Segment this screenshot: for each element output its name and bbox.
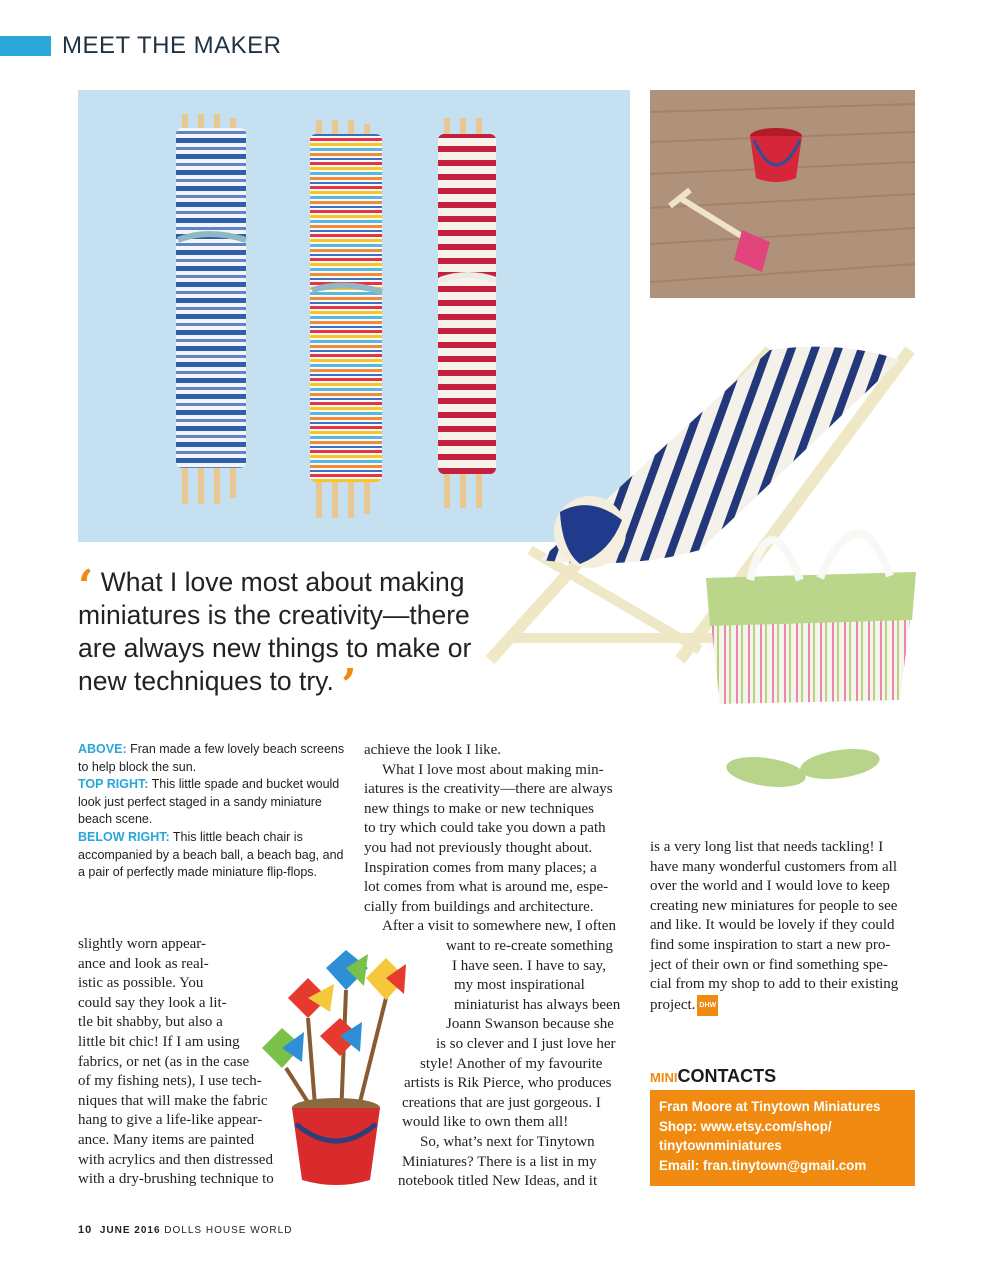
magazine-name: DOLLS HOUSE WORLD: [164, 1225, 293, 1236]
contact-line: Fran Moore at Tinytown Miniatures: [659, 1099, 881, 1114]
quote-close-mark: ’: [341, 660, 357, 711]
text-line: over the world and I would love to keep: [650, 878, 890, 895]
caption-top-right: [78, 776, 346, 829]
text-line: lot comes from what is around me, espe-: [364, 879, 609, 896]
section-title: MEET THE MAKER: [62, 32, 282, 59]
quote-open-mark: ‘: [78, 561, 94, 612]
last-text: project.: [650, 996, 696, 1013]
text-line: miniaturist has always been: [454, 996, 621, 1013]
text-line: little bit chic! If I am using: [78, 1033, 240, 1050]
text-line: with a dry-brushing technique to: [78, 1171, 274, 1188]
text-line: Joann Swanson because she: [446, 1016, 614, 1033]
text-line: is a very long list that needs tackling! I: [650, 839, 884, 855]
text-line: tle bit shabby, but also a: [78, 1014, 223, 1031]
contact-line: Shop: www.etsy.com/shop/: [659, 1118, 832, 1134]
text-line: style! Another of my favourite: [420, 1055, 603, 1072]
text-line: Inspiration comes from many places; a: [364, 859, 597, 876]
text-line: could say they look a lit-: [78, 994, 227, 1011]
body-column-2: [364, 741, 624, 937]
text-line: niques that will make the fabric: [78, 1092, 268, 1109]
caption-text: Fran made a few lovely beach screens to help block the sun.: [78, 742, 345, 774]
contacts-label: CONTACTS: [677, 1066, 777, 1086]
text-line: So, what’s next for Tinytown: [420, 1133, 595, 1150]
text-line: you had not previously thought about.: [364, 839, 593, 856]
body-column-2-wrap: [364, 937, 634, 1192]
caption-below-right: [78, 829, 346, 882]
pull-quote: [78, 561, 508, 711]
mini-label: MINI: [650, 1070, 678, 1085]
text-line: After a visit to somewhere new, I often: [382, 918, 616, 935]
spade-bucket-photo: [650, 90, 915, 298]
contact-line: Email: fran.tinytown@gmail.com: [659, 1157, 867, 1173]
text-line: with acrylics and then distressed: [78, 1151, 273, 1168]
text-line: cially from buildings and architecture.: [364, 898, 594, 915]
issue-date: JUNE 2016: [99, 1225, 161, 1236]
text-line: ance and look as real-: [78, 955, 209, 972]
text-line: hang to give a life-like appear-: [78, 1112, 263, 1129]
caption-label: TOP RIGHT:: [78, 777, 149, 792]
caption-above: [78, 741, 346, 776]
end-mark-icon: DHW: [697, 995, 718, 1017]
text-line: would like to own them all!: [402, 1114, 569, 1131]
header-accent-bar: [0, 36, 51, 56]
caption-label: ABOVE:: [78, 742, 127, 756]
text-line: istic as possible. You: [78, 975, 204, 992]
body-column-3: [650, 838, 920, 1016]
mini-contacts-heading: [650, 1066, 776, 1087]
text-line: Miniatures? There is a list in my: [402, 1153, 597, 1170]
text-line: is so clever and I just love her: [436, 1035, 616, 1052]
text-line: and like. It would be lovely if they could: [650, 917, 895, 934]
text-line: find some inspiration to start a new pro-: [650, 936, 891, 953]
text-line: achieve the look I like.: [364, 742, 502, 758]
text-line: want to re-create something: [446, 938, 614, 954]
pull-quote-text: What I love most about making miniatures is the creativity—there are always new things to make or new techniques to try.: [78, 567, 472, 696]
text-line: new things to make or new techniques: [364, 800, 594, 817]
text-line: I have seen. I have to say,: [452, 957, 606, 974]
text-line: creating new miniatures for people to see: [650, 897, 898, 914]
text-line: have many wonderful customers from all: [650, 858, 898, 875]
text-line: slightly worn appear-: [78, 936, 206, 952]
caption-label: BELOW RIGHT:: [78, 829, 170, 844]
text-line: cial from my shop to add to their existing: [650, 976, 899, 993]
text-line: notebook titled New Ideas, and it: [398, 1173, 598, 1190]
caption-text: This little beach chair is accompanied by a beach ball, a beach bag, and a pair of perfectly made miniature flip-flops.: [78, 829, 344, 880]
text-line: ance. Many items are painted: [78, 1131, 255, 1148]
text-line: my most inspirational: [454, 977, 585, 994]
page-footer: [78, 1224, 292, 1236]
page-number: 10: [78, 1224, 93, 1236]
text-line: creations that are just gorgeous. I: [402, 1094, 601, 1111]
text-line: [650, 995, 920, 1017]
contact-line: tinytownminiatures: [659, 1138, 782, 1153]
text-line: fabrics, or net (as in the case: [78, 1053, 250, 1070]
text-line: of my fishing nets), I use tech-: [78, 1073, 262, 1090]
photo-captions: [78, 741, 346, 882]
text-line: What I love most about making min-: [382, 761, 604, 778]
text-line: iatures is the creativity—there are always: [364, 781, 613, 798]
mini-contacts-box: [650, 1090, 915, 1186]
caption-text: This little spade and bucket would look just perfect staged in a sandy miniature beach scene.: [78, 777, 340, 827]
text-line: to try which could take you down a path: [364, 820, 606, 837]
text-line: ject of their own or find something spe-: [650, 956, 888, 973]
text-line: artists is Rik Pierce, who produces: [404, 1075, 612, 1092]
